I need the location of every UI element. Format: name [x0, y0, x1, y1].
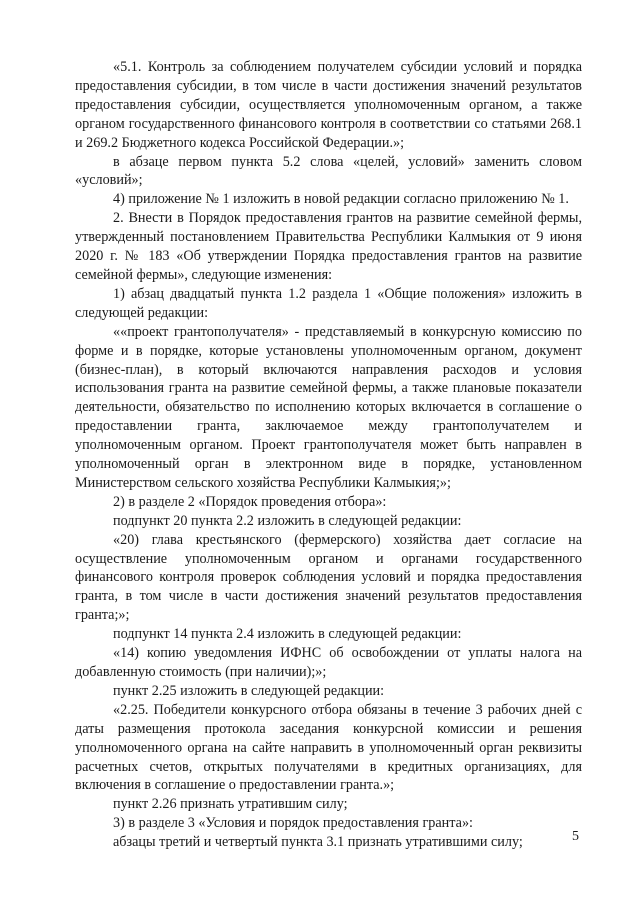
paragraph: абзацы третий и четвертый пункта 3.1 признать утратившими силу;	[113, 834, 523, 851]
page-number: 5	[572, 829, 579, 844]
paragraph: 3) в разделе 3 «Условия и порядок предоставления гранта»:	[113, 815, 473, 832]
paragraph: «20) глава крестьянского (фермерского) хозяйства дает согласие на осуществление уполномоченным органом и органами государственного финансового контроля проверок соблюдения условий и порядка предоставления гранта, в том числе в части достижения значений результатов предоставления гранта;»;	[75, 531, 582, 624]
paragraph: «5.1. Контроль за соблюдением получателем субсидии условий и порядка предоставления субсидии, в том числе в части достижения значений результатов предоставления субсидии, осуществляется уполномоченным органом, а также органом государственного финансового контроля в соответствии со статьями 268.1 и 269.2 Бюджетного кодекса Российской Федерации.»;	[75, 59, 582, 151]
paragraph: 2. Внести в Порядок предоставления грантов на развитие семейной фермы, утвержденный постановлением Правительства Республики Калмыкия от 9 июня 2020 г. № 183 «Об утверждении Порядка предоставления грантов на развитие семейной фермы», следующие изменения:	[75, 210, 582, 283]
paragraph: 2) в разделе 2 «Порядок проведения отбора»:	[113, 493, 387, 510]
paragraph: «14) копию уведомления ИФНС об освобождении от уплаты налога на добавленную стоимость (при наличии);»;	[75, 645, 582, 680]
paragraph: ««проект грантополучателя» - представляемый в конкурсную комиссию по форме и в порядке, которые установлены уполномоченным органом, документ (бизнес-план), в который включаются направления расходов и условия использования гранта на развитие семейной фермы, а также плановые показатели деятельности, обязательство по исполнению которых включается в соглашение о предоставлении гранта, заключаемое между грантополучателем и уполномоченным органом. Проект грантополучателя может быть направлен в уполномоченный орган в электронном виде в порядке, установленном Министерством сельского хозяйства Республики Калмыкия;»;	[75, 323, 582, 491]
paragraph: «2.25. Победители конкурсного отбора обязаны в течение 3 рабочих дней с даты размещения протокола заседания конкурсной комиссии и решения уполномоченного органа на сайте направить в уполномоченный орган реквизиты расчетных счетов, открытых получателями в кредитных организациях, для включения в соглашение о предоставлении гранта.»;	[75, 701, 582, 794]
paragraph: подпункт 14 пункта 2.4 изложить в следующей редакции:	[113, 626, 462, 643]
paragraph: подпункт 20 пункта 2.2 изложить в следующей редакции:	[113, 512, 462, 529]
paragraph: пункт 2.26 признать утратившим силу;	[113, 796, 348, 813]
paragraph: пункт 2.25 изложить в следующей редакции:	[113, 682, 385, 699]
paragraph: 1) абзац двадцатый пункта 1.2 раздела 1 «Общие положения» изложить в следующей редакции:	[75, 285, 582, 321]
paragraph: в абзаце первом пункта 5.2 слова «целей, условий» заменить словом «условий»;	[75, 153, 582, 189]
document-body	[75, 58, 582, 852]
paragraph: 4) приложение № 1 изложить в новой редакции согласно приложению № 1.	[113, 191, 569, 208]
